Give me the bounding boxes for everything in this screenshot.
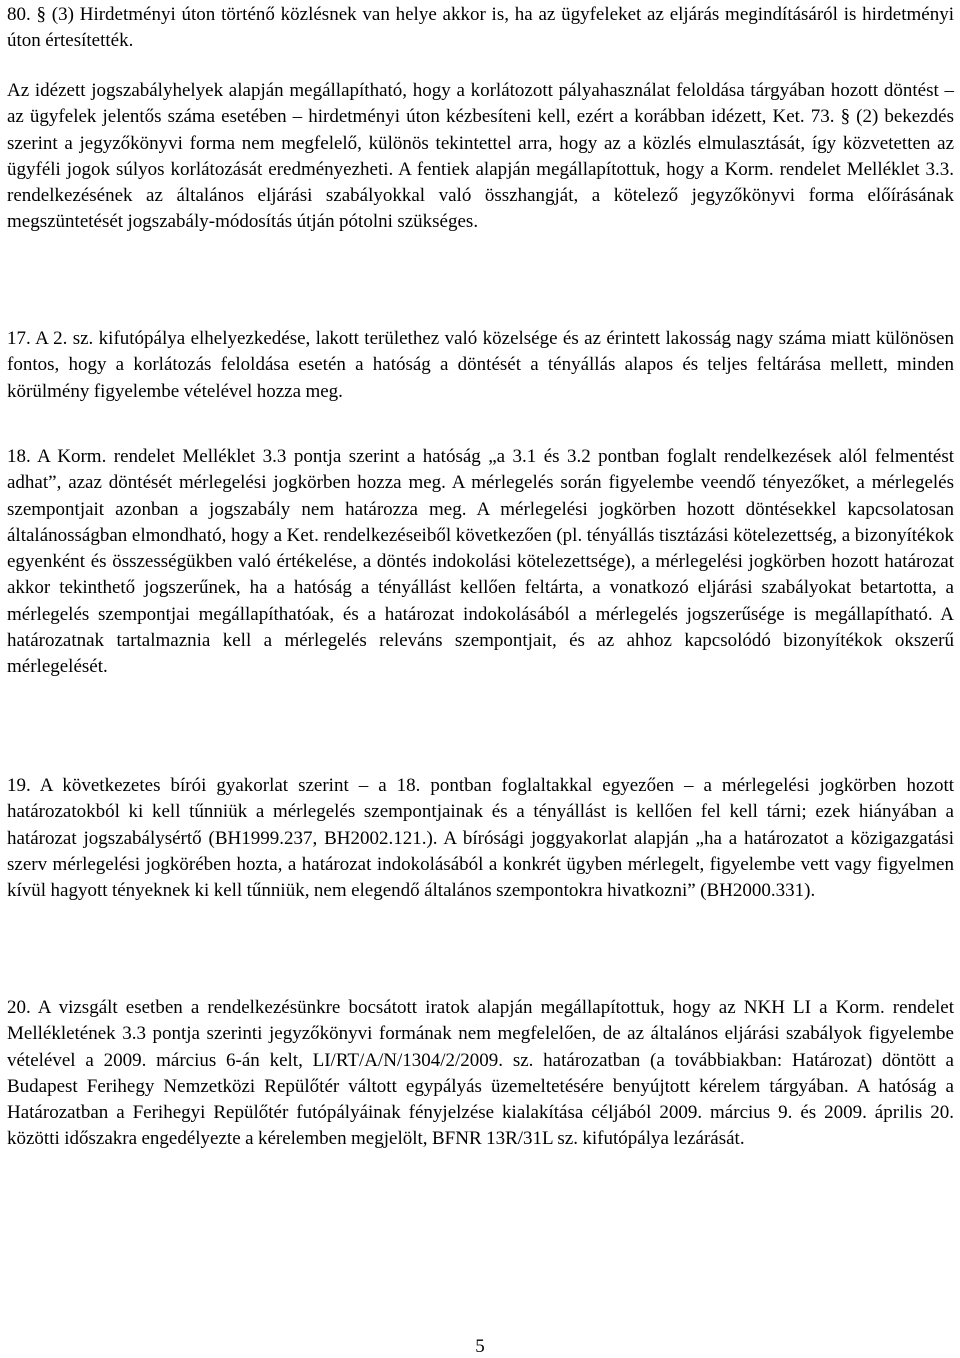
paragraph-20: 20. A vizsgált esetben a rendelkezésünkre bocsátott iratok alapján megállapítottuk, hogy az NKH LI a Korm. rendelet Mellékletének 3.3 pontja szerinti jegyzőkönyvi formának nem megfelelően, de az általános eljárási szabályok figyelembe vételével a 2009. március 6-án kelt, LI/RT/A/N/1304/2/2009. sz. határozatban (a továbbiakban: Határozat) döntött a Budapest Ferihegy Nemzetközi Repülőtér váltott egypályás üzemeltetésére benyújtott kérelem tárgyában. A hatóság a Határozatban a Ferihegyi Repülőtér futópályáinak fényjelzése kialakítása céljából 2009. március 9. és 2009. április 20. közötti időszakra engedélyezte a kérelemben megjelölt, BFNR 13R/31L sz. kifutópálya lezárását. (7, 997, 954, 1150)
paragraph-analysis: Az idézett jogszabályhelyek alapján megállapítható, hogy a korlátozott pályahasználat feloldása tárgyában hozott döntést – az ügyfelek jelentős száma esetében – hirdetményi úton kézbesíteni kell, ezért a korábban idézett, Ket. 73. § (2) bekezdés szerint a jegyzőkönyvi forma nem megfelelő, különös tekintettel arra, hogy az a közlés elmulasztását, így közvetetten az ügyféli jogok súlyos korlátozását eredményezheti. A fentiek alapján megállapítottuk, hogy a Korm. rendelet Melléklet 3.3. rendelkezésének az általános eljárási szabályokkal való összhangját, a kötelező jegyzőkönyvi forma előírásának megszüntetését jogszabály-módosítás útján pótolni szükséges. (7, 80, 954, 233)
page-number: 5 (475, 1336, 485, 1357)
paragraph-18: 18. A Korm. rendelet Melléklet 3.3 pontja szerint a hatóság „a 3.1 és 3.2 pontban foglalt rendelkezések alól felmentést adhat”, azaz döntését mérlegelési jogkörben hozza meg. A mérlegelés során figyelembe veendő tényezőket, a mérlegelés szempontjait azonban a jogszabály nem határozza meg. A mérlegelési jogkörben hozott döntésekkel kapcsolatosan általánosságban elmondható, hogy a Ket. rendelkezéseiből következően (pl. tényállás tisztázási kötelezettség, a bizonyítékok egyenként és összességükben való értékelése, a döntés indokolási kötelezettsége), a mérlegelési jogkörben hozott határozat akkor tekinthető jogszerűnek, ha a hatóság a tényállást kellően feltárta, a vonatkozó eljárási szabályokat betartotta, a mérlegelés szempontjai megállapíthatóak, és a határozat indokolásából a mérlegelés jogszerűsége is megállapítható. A határozatnak tartalmaznia kell a mérlegelés releváns szempontjait, és az ahhoz kapcsolódó bizonyítékok okszerű mérlegelését. (7, 446, 954, 678)
paragraph-19: 19. A következetes bírói gyakorlat szerint – a 18. pontban foglaltakkal egyezően – a mérlegelési jogkörben hozott határozatokból ki kell tűnniük a mérlegelés szempontjainak és a tényállást is kellően fel kell tárni; ezek hiányában a határozat jogszabálysértő (BH1999.237, BH2002.121.). A bírósági joggyakorlat alapján „ha a határozatot a közigazgatási szerv mérlegelési jogkörében hozta, a határozat indokolásából a konkrét ügyben mérlegelt, figyelembe vett vagy figyelmen kívül hagyott tényeknek ki kell tűnniük, nem elegendő általános szempontokra hivatkozni” (BH2000.331). (7, 775, 954, 902)
paragraph-80: 80. § (3) Hirdetményi úton történő közlésnek van helye akkor is, ha az ügyfeleket az eljárás megindításáról is hirdetményi úton értesítették. (7, 4, 954, 52)
paragraph-17: 17. A 2. sz. kifutópálya elhelyezkedése, lakott területhez való közelsége és az érintett lakosság nagy száma miatt különösen fontos, hogy a korlátozás feloldása esetén a hatóság a döntését a tényállás alapos és teljes feltárása mellett, minden körülmény figyelembe vételével hozza meg. (7, 328, 954, 402)
